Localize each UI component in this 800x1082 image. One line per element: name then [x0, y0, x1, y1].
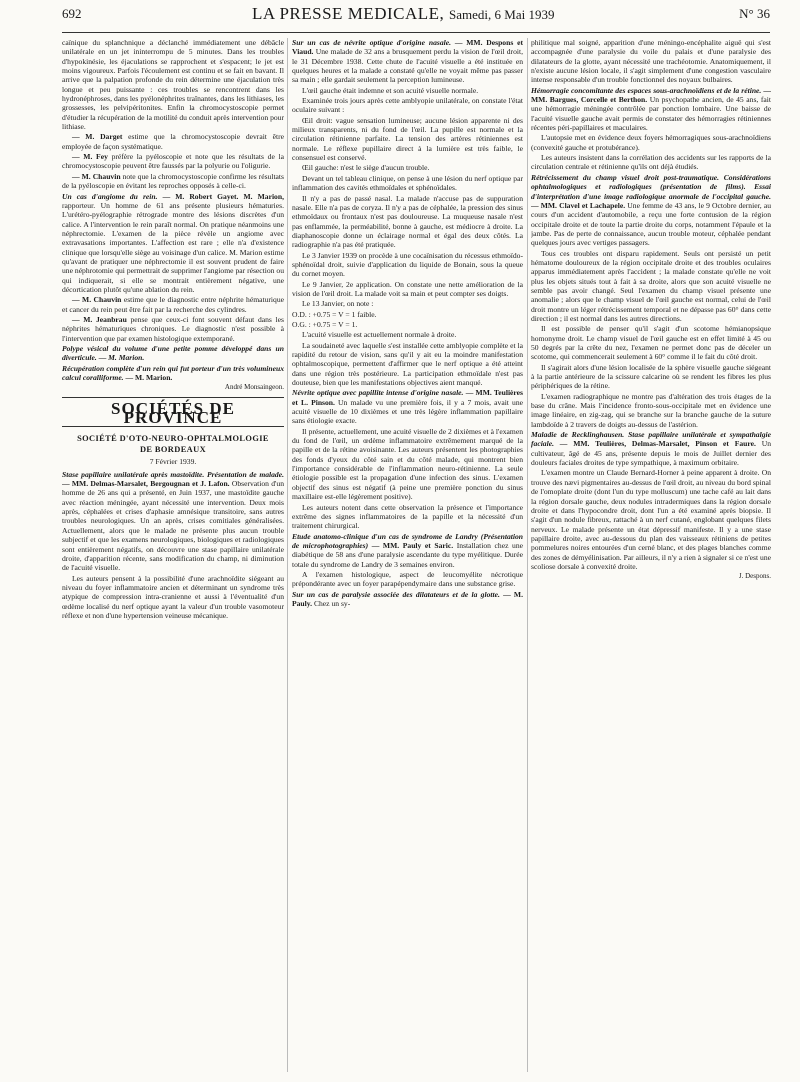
- paragraph-text: estime que la chromocystoscopie devrait être employée de façon systématique.: [62, 132, 284, 151]
- article-authors: — MM. Bargues, Corcelle et Berthon.: [531, 85, 771, 105]
- article-text: Une femme de 43 ans, le 9 Octobre dernier, au cours d'un accident d'automobile, a reçu une forte contusion de la région occipitale droite et de toute la partie droite du corps, notamment l'épaule et la jambe. Pas de perte de connaissance, aucun trouble moteur, céphalée pendant quelques jours avec vertiges passagers.: [531, 200, 771, 248]
- article-text: Un psychopathe ancien, de 45 ans, fait une hémorragie méningée contrôlée par ponction lombaire. Une baisse de l'acuité visuelle gauche avait permis de constater des hémorragies rétiniennes récentes péri-papillaires et maculaires.: [531, 95, 771, 133]
- article-authors: — MM. Clavel et Lachapele.: [531, 200, 626, 210]
- column-3: [531, 38, 771, 1082]
- paragraph: L'autopsie met en évidence deux foyers hémorragiques sous-arachnoïdiens (convexité gauche et protubérance).: [531, 133, 771, 152]
- article: [292, 532, 523, 569]
- journal-name: LA PRESSE MEDICALE,: [252, 4, 445, 23]
- issue-number: N° 36: [739, 6, 770, 21]
- article-title: Un cas d'angiome du rein.: [62, 191, 158, 201]
- issue-date: Samedi, 6 Mai 1939: [449, 7, 555, 22]
- paragraph: Devant un tel tableau clinique, on pense à une lésion du nerf optique par inflammation des cavités ethmoïdales et sphénoïdales.: [292, 173, 523, 193]
- paragraph: philitique mal soigné, apparition d'une méningo-encéphalite aiguë qui s'est accompagnée d'une paralysie du voile du palais et d'une paralysie des dilatateurs de la glotte, ayant nécessité une trachéotomie. Anatomiquement, il n'existe aucune lésion locale, il s'agit simplement d'une congestion vasculaire intense responsable d'un trouble fonctionnel des noyaux bulbaires.: [531, 38, 771, 85]
- speaker-name: — M. Chauvin: [72, 295, 122, 305]
- article-title: Polype vésical du volume d'une petite pomme développé dans un diverticule. — M. Marion.: [62, 344, 284, 363]
- article-title: Récupération complète d'un rein qui fut porteur d'un très volumineux calcul coralliforme.: [62, 363, 284, 383]
- paragraph: Les auteurs notent dans cette observation la présence et l'importance extrême des signes inflammatoires de la papille et la nécessité d'un traitement chirurgical.: [292, 502, 523, 531]
- article-authors: — MM. Delmas-Marsalet, Bergougnan et J. Lafon.: [62, 479, 230, 489]
- paragraph: Il n'y a pas de passé nasal. La malade n'accuse pas de suppuration nasale. Elle n'a pas de coryza. Il n'y a pas de céphalée, la pression des sinus ethmoïdaux ou frontaux n'est pas douloureuse. La muqueuse nasale n'est pas enflammée, la perméabilité, bonne à gauche, est médiocre à droite. La diaphanoscopie donne un éclairage normal et égal des deux côtés. La radiographie n'a pas été pratiquée.: [292, 193, 523, 250]
- page-header: [62, 4, 770, 34]
- paragraph: [62, 295, 284, 314]
- column-divider: [287, 38, 288, 1072]
- paragraph: L'examen radiographique ne montre pas d'altération des trois étages de la base du crâne. Mais l'incidence fronto-sous-occipitale met en évidence une image linéaire, en zig-zag, qui se branche sur la branche gauche de la suture lambdoïde à 2 travers de doigts au-dessus de l'astérion.: [531, 391, 771, 429]
- paragraph: L'examen montre un Claude Bernard-Horner à peine apparent à droite. On trouve des nævi pigmentaires au-dessus de l'œil droit, au niveau du bord spinal de l'omoplate droite (dont l'un du type molluscum) une tache café au lait dans la région dorsale gauche, deux nodules intradermiques dans la région dorsale droite et dans l'hypocondre droit, dont l'un a été examiné après biopsie. Il s'agit d'un nodule fibreux, rattaché à un nerf cutané, englobant quelques filets nerveux. Le malade présente un état dépressif manifeste. Il y a une stase papillaire droite, avec au-dessous du plan des vaisseaux rétiniens de petites pommelures noires entourées d'un cerné blanc, et des plages blanches comme des zones de démyélinisation. Par ailleurs, il n'y a rien à signaler si ce n'est une scoliose dorsale à convexité droite.: [531, 468, 771, 571]
- article: [531, 173, 771, 248]
- paragraph: La soudaineté avec laquelle s'est installée cette amblyopie complète et la rapidité du retour de vision, sans qu'il y ait eu la moindre manifestation ophtalmoscopique, permettent d'affirmer que le nerf optique a été atteint dans une région très postérieure. La participation ethmoïdale n'est pas douteuse, bien que les manifestations objectives aient manqué.: [292, 340, 523, 388]
- paragraph: Œil droit: vague sensation lumineuse; aucune lésion apparente ni des milieux transparents, ni du fond de l'œil. La pupille est normale et la circulation rétinienne parfaite. La tension des artères rétiniennes est normale. Le réflexe pupillaire direct à la lumière est très faible, le consensuel est conservé.: [292, 115, 523, 163]
- speaker-name: — M. Chauvin: [72, 171, 121, 181]
- paragraph-text: note que la chromocystoscopie confirme les résultats de la pyéloscopie en évitant les reproches opposés à celle-ci.: [62, 171, 284, 191]
- article-authors: — MM. Teulières, Delmas-Marsalet, Pinson et Faure.: [553, 439, 756, 449]
- article-text: Un cultivateur, âgé de 45 ans, présente depuis le mois de Juillet dernier des douleurs faciales droites de type sympathique, à maximum orbitaire.: [531, 439, 771, 468]
- article: [292, 388, 523, 425]
- article-authors: — MM. Despons et Viaud.: [292, 38, 523, 57]
- page-number: 692: [62, 6, 82, 21]
- paragraph: L'acuité visuelle est actuellement normale à droite.: [302, 330, 457, 340]
- paragraph: [62, 315, 284, 343]
- article: [62, 192, 284, 295]
- article-authors: — M. Pauly.: [292, 589, 523, 608]
- article-authors: — M. Robert Gayet. M. Marion,: [157, 191, 284, 201]
- article-text: Une malade de 32 ans a brusquement perdu la vision de l'œil droit, le 31 Décembre 1938. Cette chute de l'acuité visuelle a été instituée en quelques heures et la malade a constaté qu'elle ne voyait même pas passer sa main ; elle gardait seulement la perception lumineuse.: [292, 47, 523, 85]
- paragraph: [62, 132, 284, 151]
- article-text: Un malade vu une première fois, il y a 7 mois, avait une acuité visuelle de 10 dixièmes et une très légère inflammation papillaire sans étiologie exacte.: [292, 397, 523, 426]
- section-title: SOCIÉTÉS DE PROVINCE: [111, 398, 235, 428]
- paragraph: Le 3 Janvier 1939 on procède à une cocaïnisation du récessus ethmoïdo-sphénoïdal droit, suivie d'application du liquide de Bonain, sous la queue du cornet moyen.: [292, 250, 523, 279]
- article-text: Installation chez une diabétique de 58 ans d'une paralysie ascendante du type myélitique. Durée totale du syndrome de Landry de 3 semaines environ.: [292, 540, 523, 569]
- section-rule: [62, 397, 284, 398]
- article: [62, 470, 284, 573]
- article-text: Observation d'un homme de 26 ans qui a présenté, en Juin 1937, une mastoïdite gauche avec réaction méningée, ayant nécessité une intervention. Deux mois après, céphalées et crises d'aphasie amnésique transitoire, sans autres troubles neurologiques. Un an après, crises comitiales généralisées. Actuellement, alors que le malade ne présente plus aucun trouble subjectif et que les examens neurologiques, biologiques et radiologiques sont entièrement négatifs, on découvre une stase papillaire unilatérale droite, d'apparition récente, sans modification du champ, ni diminution de l'acuité visuelle.: [62, 479, 284, 573]
- article: [531, 430, 771, 467]
- article-title: Sur un cas de paralysie associée des dilatateurs et de la glotte.: [292, 589, 500, 599]
- paragraph-text: estime que le diagnostic entre néphrite hématurique et cancer du rein peut être fait par la recherche des cylindres.: [62, 295, 284, 314]
- signature: André Monsaingeon.: [224, 383, 284, 392]
- article-title: Hémorragie concomitante des espaces sous-arachnoïdiens et de la rétine.: [531, 85, 762, 95]
- paragraph: Œil gauche: n'est le siège d'aucun trouble.: [302, 163, 430, 173]
- article: [62, 364, 284, 383]
- article-title: Névrite optique avec papillite intense d'origine nasale.: [292, 388, 464, 398]
- article-text: rapporteur. Un homme de 61 ans présente plusieurs hématuries. L'urétéro-pyélographie rétrograde montre des lésions discrètes d'un calice. A l'intervention le rein paraît normal. On pratique néanmoins une néphrectomie. L'examen de la pièce révèle un angiome avec extravasations importantes. L'affection est rare ; elle n'a d'existence clinique que lorsqu'elle siège au voisinage d'un calice. M. Marion estime qu'avant de pratiquer une néphrectomie il est souvent prudent de faire une néphrotomie qui permettrait de supprimer l'angiome par résection ou qui indiquerait, si elle se montrait entièrement négative, une décortication plutôt qu'une ablation du rein.: [62, 200, 284, 294]
- article-authors: — MM. Pauly et Saric.: [368, 540, 454, 550]
- article-title: Stase papillaire unilatérale après mastoïdite. Présentation de malade.: [62, 469, 284, 479]
- paragraph: Les auteurs insistent dans la corrélation des accidents sur les rapports de la circulation centrale et rétinienne qu'ils ont déjà étudiés.: [531, 153, 771, 172]
- column-2: [292, 38, 523, 1082]
- paragraph-text: pense que ceux-ci font souvent défaut dans les néphrites hématuriques chroniques. Le diagnostic n'est possible à l'intervention que par examen histologique extemporané.: [62, 314, 284, 343]
- speaker-name: — M. Fey: [72, 152, 108, 162]
- article-title: Sur un cas de névrite optique d'origine nasale.: [292, 38, 451, 47]
- paragraph: Les auteurs pensent à la possibilité d'une arachnoïdite siégeant au niveau du foyer inflammatoire ancien et déterminant un syndrome très atypique de compression intra-cranienne et aussi à l'éventualité d'un œdème localisé du nerf optique ayant la valeur d'un trouble vasomoteur réflexe et non d'une hypertension veineuse mécanique.: [62, 573, 284, 620]
- society-title: SOCIÉTÉ D'OTO-NEURO-OPHTALMOLOGIE DE BORDEAUX: [77, 434, 269, 455]
- column-1: [62, 38, 284, 1082]
- paragraph: Examinée trois jours après cette amblyopie unilatérale, on constate l'état oculaire suivant :: [292, 96, 523, 115]
- paragraph: L'œil gauche était indemne et son acuité visuelle normale.: [302, 85, 479, 95]
- paragraph: [62, 152, 284, 171]
- journal-title: [252, 4, 554, 24]
- paragraph: A l'examen histologique, aspect de leucomyélite nécrotique prépondérante avec un foyer parapépendymaire dans une substance grise.: [292, 569, 523, 589]
- paragraph: Il s'agirait alors d'une lésion localisée de la sphère visuelle gauche siégeant à la partie antérieure de la scissure calcarine où se rendent les fibres les plus périphériques de la rétine.: [531, 362, 771, 391]
- speaker-name: — M. Darget: [72, 132, 123, 142]
- article: [531, 86, 771, 133]
- paragraph: Le 9 Janvier, 2e application. On constate une nette amélioration de la vision de l'œil droit. La malade voit sa main et peut compter ses doigts.: [292, 279, 523, 298]
- article-title: Maladie de Recklinghausen. Stase papillaire unilatérale et sympathalgie faciale.: [531, 430, 771, 449]
- signature: J. Despons.: [738, 572, 771, 581]
- paragraph: Le 13 Janvier, on note :: [302, 299, 374, 309]
- paragraph: [62, 172, 284, 191]
- meeting-date: 7 Février 1939.: [149, 457, 197, 467]
- article: [292, 590, 523, 609]
- paragraph-text: préfère la pyéloscopie et note que les résultats de la chromocystoscopie peuvent être faussés par la polyurie ou l'oligurie.: [62, 152, 284, 171]
- article-authors: — M. Marion.: [123, 373, 173, 383]
- paragraph: Il est possible de penser qu'il s'agit d'un scotome hémianopsique homonyme droit. Le champ visuel de l'œil gauche est en effet limité à 45 ou 50 degrés par la crête du nez, l'examen ne permet donc pas de déceler un scotome, qui commencerait seulement à 60° comme il le fait du côté droit.: [531, 324, 771, 362]
- article-text: Chez un sy-: [312, 598, 351, 608]
- paragraph: Il présente, actuellement, une acuité visuelle de 2 dixièmes et à l'examen du fond de l'œil, un œdème inflammatoire extrêmement marqué de la papille et de la rétine avoisinante. Les auteurs présentent les photographies des fonds d'yeux du côté sain et du côté malade, qui montrent bien l'importance considérable de l'inflammation neuro-rétinienne. La seule étiologie possible est la propagation d'une infection des sinus. L'examen objectif des sinus est négatif (à peine une première ponction du sinus maxillaire est-elle légèrement positive).: [292, 426, 523, 502]
- article-title: Rétrécissement du champ visuel droit post-traumatique. Considérations ophtalmologiques et radiologiques (présentation de films). Essai d'interprétation d'une image radiologique anormale de l'occipital gauche.: [531, 172, 771, 201]
- paragraph: Tous ces troubles ont disparu rapidement. Seuls ont persisté un petit hématome douloureux de la région occipitale droite et des troubles oculaires apparus immédiatement après l'accident ; la malade constate qu'elle ne voit plus les objets situés tout à fait à sa droite, alors que son acuité visuelle ne semble pas avoir changé. Seul l'examen du champ visuel présente une anomalie ; alors que le champ visuel de l'œil gauche est normal, celui de l'œil droit montre un léger rétrécissement temporal et ne dépasse pas 60° dans cette direction ; il est normal dans les autres directions.: [531, 248, 771, 323]
- column-divider: [527, 38, 528, 1072]
- measurement: O.D. : +0.75 = V = 1 faible.: [292, 309, 377, 319]
- article-title: Etude anatomo-clinique d'un cas de syndrome de Landry (Présentation de microphotographies): [292, 531, 523, 550]
- article-authors: — MM. Teulières et L. Pinson.: [292, 388, 523, 407]
- measurement: O.G. : +0.75 = V = 1.: [292, 319, 358, 329]
- paragraph: caïnique du splanchnique a déclanché immédiatement une débâcle unilatérale en un jet ininterrompu de 5 minutes. Dans les troubles d'hypokinésie, les éjaculations se rapprochent et s'espacent; le jet est moins vigoureux. Parfois l'écoulement est continu et se fait en bavant. Il arrive que la palpation profonde du rein détermine une éjaculation très longue et peu puissante : ces troubles se rencontrent dans les hydronéphroses, dans les pyélonéphrites traînantes, dans les lithiases, les grossesses, les pelvipéritonites. Enfin la chromocystoscopie permet d'étudier la récupération de la motilité du conduit après intervention pour lithiase.: [62, 38, 284, 132]
- header-rule: [62, 32, 770, 33]
- speaker-name: — M. Jeanbrau: [72, 314, 127, 324]
- article: [292, 38, 523, 85]
